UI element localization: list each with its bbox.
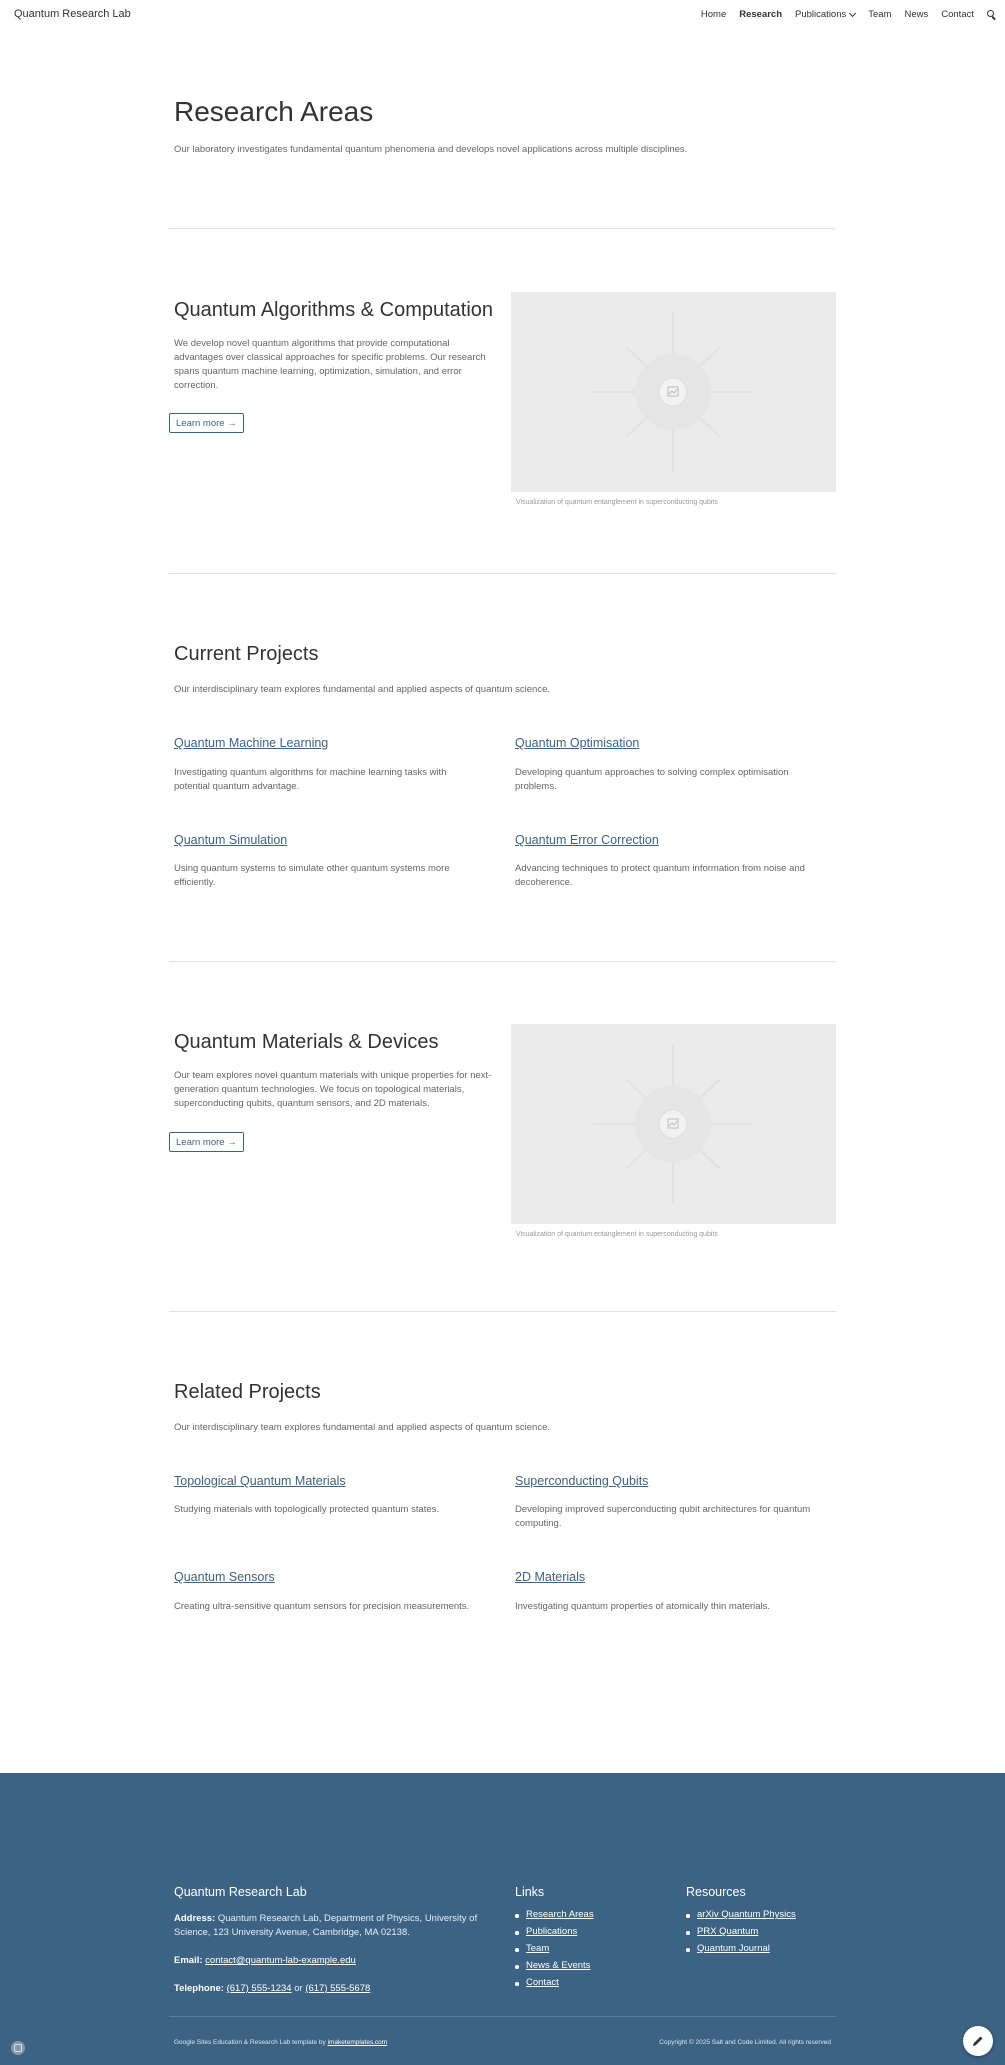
project-description: Developing quantum approaches to solving complex optimisation problems. [515, 767, 789, 792]
nav-home[interactable]: Home [700, 9, 727, 20]
image-placeholder-icon [511, 292, 836, 492]
phone-or: or [294, 1983, 303, 1994]
footer-link-contact[interactable]: Contact [515, 1977, 594, 1994]
project-title-link[interactable]: Quantum Simulation [174, 833, 288, 847]
algorithms-title: Quantum Algorithms & Computation [174, 299, 494, 321]
page-title: Research Areas [174, 96, 374, 127]
resource-link-arxiv[interactable]: arXiv Quantum Physics [686, 1909, 796, 1926]
main-nav [688, 9, 997, 20]
pencil-icon [971, 2034, 985, 2048]
project-title-link[interactable]: Quantum Error Correction [515, 833, 659, 847]
project-title-link[interactable]: Quantum Machine Learning [174, 736, 329, 750]
copyright: Copyright © 2025 Salt and Code Limited. All rights reserved [659, 2039, 831, 2046]
nav-publications[interactable] [795, 9, 855, 20]
section-divider [169, 228, 836, 229]
project-description: Using quantum systems to simulate other quantum systems more efficiently. [174, 863, 450, 888]
materials-image-placeholder [511, 1024, 836, 1224]
project-description: Investigating quantum properties of atomically thin materials. [515, 1601, 771, 1612]
footer-link-news-events[interactable]: News & Events [515, 1960, 594, 1977]
footer-link-research-areas[interactable]: Research Areas [515, 1909, 594, 1926]
top-nav-bar [0, 0, 1005, 28]
resource-link-quantum-journal[interactable]: Quantum Journal [686, 1943, 796, 1960]
algorithms-body: We develop novel quantum algorithms that provide computational advantages over classical approaches for specific problems. Our research spans quantum machine learning, optimization, simulation, and error correction. [174, 338, 486, 391]
section-divider [169, 961, 836, 962]
project-title-link[interactable]: 2D Materials [515, 1570, 586, 1584]
google-sites-icon[interactable] [11, 2041, 25, 2055]
footer-link-team[interactable]: Team [515, 1943, 594, 1960]
footer-link-publications[interactable]: Publications [515, 1926, 594, 1943]
template-credit-text: Google Sites Education & Research Lab template by [174, 2039, 326, 2046]
project-description: Investigating quantum algorithms for machine learning tasks with potential quantum advantage. [174, 767, 447, 792]
hero-lead: Our laboratory investigates fundamental quantum phenomena and develops novel applications across multiple disciplines. [174, 144, 688, 155]
phone-link-1[interactable]: (617) 555-1234 [226, 1983, 292, 1994]
related-projects-title: Related Projects [174, 1381, 321, 1403]
image-placeholder-icon [511, 1024, 836, 1224]
footer-links-title: Links [515, 1885, 545, 1899]
materials-body: Our team explores novel quantum materials with unique properties for next-generation quantum technologies. We focus on topological materials, superconducting qubits, quantum sensors, and 2D materials. [174, 1070, 492, 1109]
address-label: Address: [174, 1913, 216, 1924]
project-description: Advancing techniques to protect quantum information from noise and decoherence. [515, 863, 805, 888]
algorithms-image-caption: Visualization of quantum entanglement in superconducting qubits [516, 499, 718, 506]
footer-title: Quantum Research Lab [174, 1885, 307, 1899]
template-credit [174, 2039, 387, 2046]
materials-title: Quantum Materials & Devices [174, 1031, 439, 1053]
email-label: Email: [174, 1955, 203, 1966]
template-credit-link[interactable]: imaketemplates.com [327, 2039, 388, 2046]
nav-publications-label: Publications [795, 9, 847, 20]
site-title[interactable]: Quantum Research Lab [14, 8, 131, 20]
address-text: Quantum Research Lab, Department of Physics, University of Science, 123 University Avenue, Cambridge, MA 02138. [174, 1913, 478, 1938]
site-footer [0, 1773, 1005, 2065]
nav-contact[interactable]: Contact [941, 9, 974, 20]
project-title-link[interactable]: Topological Quantum Materials [174, 1474, 346, 1488]
footer-resources-list [686, 1909, 796, 1960]
footer-address [174, 1912, 494, 1940]
footer-telephone [174, 1982, 370, 1996]
project-title-link[interactable]: Quantum Sensors [174, 1570, 275, 1584]
nav-team[interactable]: Team [868, 9, 892, 20]
chevron-down-icon [849, 9, 856, 16]
project-title-link[interactable]: Quantum Optimisation [515, 736, 640, 750]
materials-image-caption: Visualization of quantum entanglement in superconducting qubits [516, 1231, 718, 1238]
telephone-label: Telephone: [174, 1983, 224, 1994]
materials-learn-more-button[interactable]: Learn more → [169, 1132, 244, 1152]
project-description: Studying materials with topologically protected quantum states. [174, 1504, 440, 1515]
section-divider [169, 1311, 836, 1312]
email-link[interactable]: contact@quantum-lab-example.edu [205, 1955, 356, 1966]
current-projects-lead: Our interdisciplinary team explores fundamental and applied aspects of quantum science. [174, 684, 550, 695]
project-description: Developing improved superconducting qubit architectures for quantum computing. [515, 1504, 811, 1529]
search-icon[interactable] [987, 10, 997, 20]
phone-link-2[interactable]: (617) 555-5678 [305, 1983, 371, 1994]
current-projects-title: Current Projects [174, 643, 319, 665]
nav-research[interactable]: Research [739, 9, 783, 20]
algorithms-learn-more-button[interactable]: Learn more → [169, 413, 244, 433]
algorithms-image-placeholder [511, 292, 836, 492]
footer-email [174, 1954, 356, 1968]
project-title-link[interactable]: Superconducting Qubits [515, 1474, 649, 1488]
footer-links-list [515, 1909, 594, 1994]
footer-resources-title: Resources [686, 1885, 746, 1899]
project-description: Creating ultra-sensitive quantum sensors for precision measurements. [174, 1601, 470, 1612]
section-divider [169, 573, 836, 574]
nav-news[interactable]: News [904, 9, 929, 20]
related-projects-lead: Our interdisciplinary team explores fundamental and applied aspects of quantum science. [174, 1422, 550, 1433]
footer-divider [169, 2016, 836, 2017]
resource-link-prx-quantum[interactable]: PRX Quantum [686, 1926, 796, 1943]
edit-pencil-button[interactable] [963, 2026, 993, 2056]
